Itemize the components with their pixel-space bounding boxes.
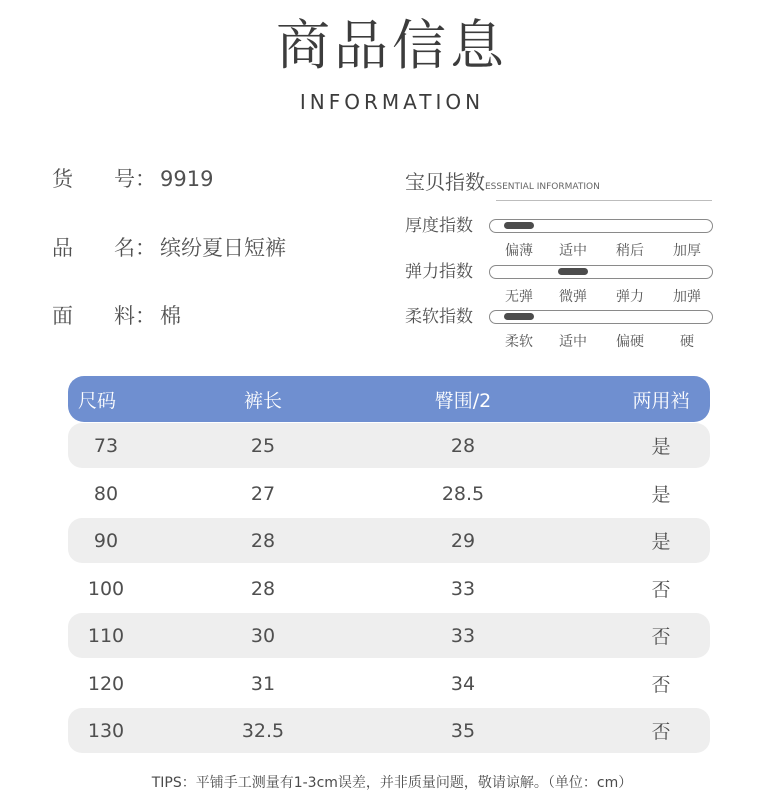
cell-length: 28 (250, 577, 276, 600)
table-row (68, 661, 710, 706)
index-scale-softness (490, 331, 712, 349)
cell-hip: 28.5 (441, 482, 485, 505)
table-row (68, 613, 710, 658)
info-row-fabric (52, 301, 181, 331)
info-value-fabric: 棉 (160, 304, 181, 328)
cell-length: 31 (250, 672, 276, 695)
table-row (68, 566, 710, 611)
scale-label: 柔软 (505, 334, 533, 350)
cell-hip: 34 (450, 672, 476, 695)
size-table-header (68, 376, 710, 422)
info-label-a: 品 (52, 236, 73, 260)
cell-dual-crotch: 否 (651, 579, 671, 601)
essential-title-en: ESSENTIAL INFORMATION (485, 182, 600, 192)
scale-label: 偏薄 (505, 243, 533, 259)
cell-dual-crotch: 是 (651, 531, 671, 553)
index-track-softness (489, 310, 713, 324)
info-label-a: 面 (52, 304, 73, 328)
scale-label: 稍后 (616, 243, 644, 259)
index-scale-elasticity (490, 286, 712, 304)
cell-hip: 33 (450, 577, 476, 600)
cell-size: 130 (87, 719, 125, 742)
info-value-product-name: 缤纷夏日短裤 (160, 236, 286, 260)
cell-length: 25 (250, 434, 276, 457)
scale-label: 微弹 (559, 289, 587, 305)
info-label-a: 货 (52, 167, 73, 191)
cell-hip: 33 (450, 624, 476, 647)
measurement-tips: TIPS：平铺手工测量有1-3cm误差，并非质量问题，敬请谅解。（单位：cm） (151, 775, 633, 791)
cell-length: 32.5 (241, 719, 285, 742)
scale-label: 偏硬 (616, 334, 644, 350)
table-row (68, 708, 710, 753)
index-knob (504, 222, 534, 229)
header-dual-crotch: 两用裆 (632, 389, 690, 412)
table-row (68, 471, 710, 516)
index-track-thickness (489, 219, 713, 233)
cell-size: 120 (87, 672, 125, 695)
cell-dual-crotch: 否 (651, 626, 671, 648)
cell-dual-crotch: 是 (651, 484, 671, 506)
cell-dual-crotch: 否 (651, 721, 671, 743)
info-value-item-number: 9919 (160, 167, 214, 191)
info-row-item-number (52, 164, 213, 194)
index-scale-thickness (490, 240, 712, 258)
info-label-b: 号： (114, 167, 156, 191)
cell-dual-crotch: 否 (651, 674, 671, 696)
cell-hip: 29 (450, 529, 476, 552)
table-row (68, 423, 710, 468)
scale-label: 硬 (680, 334, 694, 350)
cell-size: 110 (87, 624, 125, 647)
scale-label: 适中 (559, 334, 587, 350)
page-title: 商品信息 (276, 14, 508, 77)
index-label-softness: 柔软指数 (405, 307, 473, 327)
cell-length: 27 (250, 482, 276, 505)
cell-dual-crotch: 是 (651, 436, 671, 458)
cell-size: 90 (93, 529, 119, 552)
scale-label: 加弹 (673, 289, 701, 305)
info-label-b: 料： (114, 304, 156, 328)
cell-hip: 28 (450, 434, 476, 457)
essential-title-cn: 宝贝指数 (405, 170, 485, 194)
info-row-product-name (52, 233, 286, 263)
cell-length: 30 (250, 624, 276, 647)
index-knob (558, 268, 588, 275)
cell-size: 73 (93, 434, 119, 457)
index-label-elasticity: 弹力指数 (405, 262, 473, 282)
cell-size: 80 (93, 482, 119, 505)
header-hip: 臀围/2 (434, 389, 492, 412)
table-row (68, 518, 710, 563)
header-length: 裤长 (243, 389, 282, 412)
scale-label: 无弹 (505, 289, 533, 305)
essential-divider (496, 200, 712, 201)
scale-label: 弹力 (616, 289, 644, 305)
cell-size: 100 (87, 577, 125, 600)
essential-info-title (405, 166, 600, 195)
page-subtitle: INFORMATION (299, 90, 485, 114)
index-label-thickness: 厚度指数 (405, 216, 473, 236)
cell-hip: 35 (450, 719, 476, 742)
index-track-elasticity (489, 265, 713, 279)
index-knob (504, 313, 534, 320)
cell-length: 28 (250, 529, 276, 552)
scale-label: 加厚 (673, 243, 701, 259)
scale-label: 适中 (559, 243, 587, 259)
header-size: 尺码 (78, 389, 117, 412)
info-label-b: 名： (114, 236, 156, 260)
